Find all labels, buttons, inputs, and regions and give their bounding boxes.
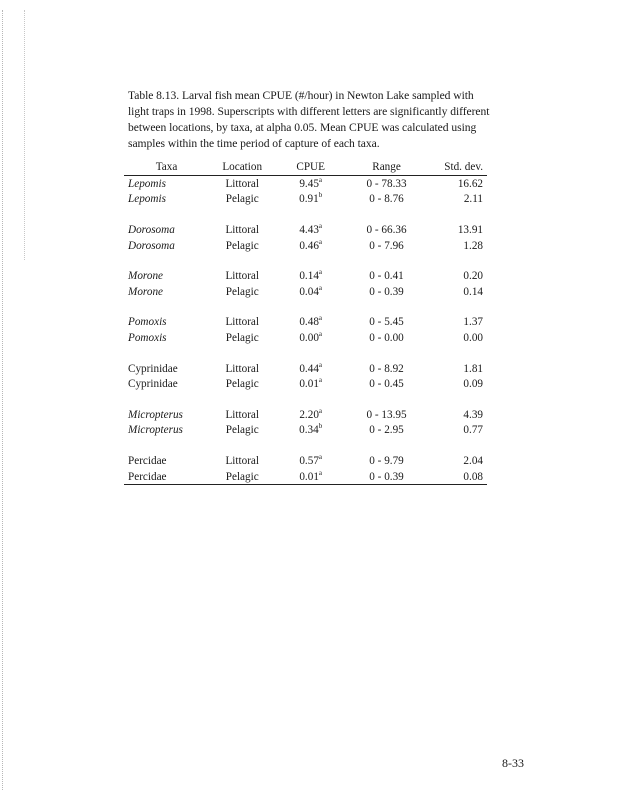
cell-range: 0 - 66.36 [366, 223, 407, 236]
table-caption: Table 8.13. Larval fish mean CPUE (#/hour) in Newton Lake sampled with light traps in 1998. Superscripts with different letters are significantly different between locations, by taxa, at alpha 0.05. Mean CPUE was calculated using samples within the time period of capture of each taxa. [128, 89, 490, 150]
cell-range: 0 - 0.39 [342, 469, 431, 485]
cell-std-dev: 2.04 [463, 454, 483, 467]
cpue-value: 0.00 [299, 331, 319, 344]
table-row [124, 376, 487, 392]
table-row [124, 330, 487, 346]
header-std-dev: Std. dev. [431, 159, 487, 176]
cell-taxa: Percidae [124, 469, 205, 485]
group-spacer [124, 438, 487, 453]
cell-taxa: Lepomis [128, 193, 166, 206]
table-row [124, 315, 487, 331]
cell-location: Pelagic [225, 239, 259, 252]
cpue-table [124, 159, 487, 485]
cell-taxa: Pomoxis [128, 316, 167, 329]
cell-range: 0 - 0.39 [369, 285, 404, 298]
cell-std-dev: 16.62 [457, 177, 483, 190]
cell-cpue [279, 238, 341, 254]
significance-superscript: b [318, 191, 323, 200]
significance-superscript: a [318, 283, 323, 292]
cell-cpue [279, 268, 341, 284]
cell-cpue [279, 361, 341, 377]
cell-location: Pelagic [225, 378, 259, 391]
table-row [124, 407, 487, 423]
cell-taxa: Dorosoma [128, 223, 175, 236]
cell-location: Pelagic [225, 193, 259, 206]
cell-cpue [279, 453, 341, 469]
cell-range: 0 - 7.96 [369, 239, 404, 252]
cell-taxa: Morone [128, 285, 164, 298]
cpue-value: 0.01 [299, 378, 319, 391]
significance-superscript: a [318, 175, 323, 184]
table-header-row [124, 159, 487, 176]
cpue-value: 0.44 [299, 362, 319, 375]
cell-std-dev: 0.77 [463, 424, 483, 437]
cell-range: 0 - 8.92 [369, 362, 404, 375]
header-taxa: Taxa [124, 159, 205, 176]
cell-location: Pelagic [205, 469, 279, 485]
cpue-value: 0.14 [299, 270, 319, 283]
scan-edge-artifact [24, 10, 51, 260]
table-row [124, 453, 487, 469]
cell-range: 0 - 5.45 [369, 316, 404, 329]
cell-range: 0 - 0.00 [369, 331, 404, 344]
cell-taxa: Dorosoma [128, 239, 175, 252]
significance-superscript: a [318, 329, 323, 338]
cell-location: Pelagic [225, 331, 259, 344]
group-spacer [124, 253, 487, 268]
cell-std-dev: 0.08 [431, 469, 487, 485]
header-range: Range [342, 159, 431, 176]
cell-std-dev: 1.37 [463, 316, 483, 329]
cell-location: Pelagic [225, 285, 259, 298]
cell-taxa: Morone [128, 270, 164, 283]
cpue-value: 0.46 [299, 239, 319, 252]
page-number: 8-33 [502, 756, 524, 770]
cell-std-dev: 2.11 [463, 193, 483, 206]
cell-range: 0 - 78.33 [366, 177, 407, 190]
significance-superscript: a [318, 406, 323, 415]
cell-location: Littoral [225, 316, 259, 329]
group-spacer [124, 207, 487, 222]
cell-cpue [279, 284, 341, 300]
cell-cpue [279, 330, 341, 346]
cell-taxa: Percidae [128, 454, 167, 467]
significance-superscript: a [318, 376, 323, 385]
significance-superscript: b [318, 422, 323, 431]
cell-location: Littoral [225, 362, 259, 375]
cell-taxa: Cyprinidae [128, 362, 178, 375]
table-row [124, 176, 487, 192]
cell-cpue [279, 192, 341, 208]
cell-location: Littoral [225, 223, 259, 236]
cell-range: 0 - 0.41 [369, 270, 404, 283]
cell-location: Littoral [225, 177, 259, 190]
cell-range: 0 - 0.45 [369, 378, 404, 391]
cell-location: Littoral [225, 408, 259, 421]
cell-cpue [279, 376, 341, 392]
cell-cpue [279, 222, 341, 238]
header-cpue: CPUE [279, 159, 341, 176]
table-row [124, 423, 487, 439]
significance-superscript: a [318, 221, 323, 230]
cell-cpue [279, 407, 341, 423]
cell-taxa: Lepomis [128, 177, 166, 190]
significance-superscript: a [318, 468, 323, 477]
significance-superscript: a [318, 360, 323, 369]
table-row [124, 469, 487, 485]
table-row [124, 284, 487, 300]
cell-location: Littoral [225, 270, 259, 283]
cell-std-dev: 1.28 [463, 239, 483, 252]
significance-superscript: a [318, 237, 323, 246]
cpue-value: 9.45 [299, 177, 319, 190]
significance-superscript: a [318, 452, 323, 461]
cell-std-dev: 13.91 [457, 223, 483, 236]
cell-location: Pelagic [225, 424, 259, 437]
significance-superscript: a [318, 268, 323, 277]
header-location: Location [205, 159, 279, 176]
cell-cpue [279, 423, 341, 439]
cell-std-dev: 0.20 [463, 270, 483, 283]
cpue-value: 0.48 [299, 316, 319, 329]
cpue-value: 0.57 [299, 454, 319, 467]
cell-cpue [279, 315, 341, 331]
cell-taxa: Micropterus [128, 424, 183, 437]
group-spacer [124, 300, 487, 315]
cell-std-dev: 0.00 [463, 331, 483, 344]
cpue-value: 2.20 [299, 408, 319, 421]
cell-std-dev: 4.39 [463, 408, 483, 421]
cell-range: 0 - 13.95 [366, 408, 407, 421]
table-row [124, 222, 487, 238]
table-row [124, 238, 487, 254]
cell-cpue [279, 176, 341, 192]
table-row [124, 268, 487, 284]
cell-taxa: Pomoxis [128, 331, 167, 344]
cell-std-dev: 1.81 [463, 362, 483, 375]
significance-superscript: a [318, 314, 323, 323]
cpue-value: 4.43 [299, 223, 319, 236]
cpue-value: 0.04 [299, 285, 319, 298]
cell-std-dev: 0.14 [463, 285, 483, 298]
cpue-value: 0.91 [299, 193, 319, 206]
cell-taxa: Cyprinidae [128, 378, 178, 391]
group-spacer [124, 346, 487, 361]
group-spacer [124, 392, 487, 407]
table-row [124, 192, 487, 208]
cell-range: 0 - 2.95 [369, 424, 404, 437]
cell-location: Littoral [225, 454, 259, 467]
cell-taxa: Micropterus [128, 408, 183, 421]
cell-std-dev: 0.09 [463, 378, 483, 391]
cell-cpue [279, 469, 341, 485]
cpue-value: 0.34 [299, 424, 319, 437]
table-body [124, 176, 487, 485]
cell-range: 0 - 8.76 [369, 193, 404, 206]
cpue-value: 0.01 [299, 470, 319, 483]
table-row [124, 361, 487, 377]
cell-range: 0 - 9.79 [369, 454, 404, 467]
